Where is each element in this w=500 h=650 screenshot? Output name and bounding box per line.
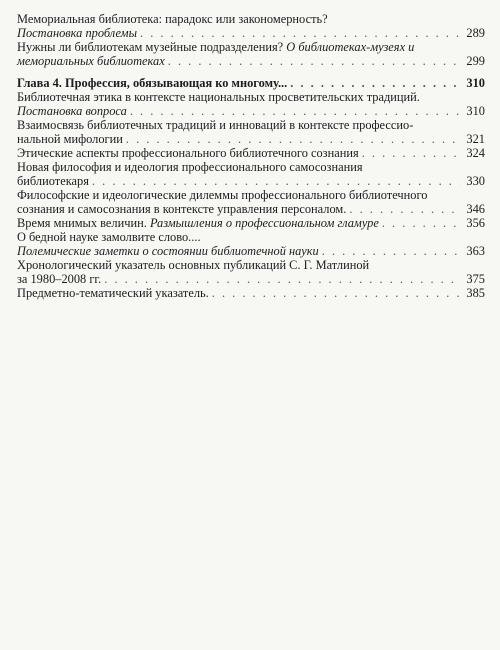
chapter-title: Глава 4. Профессия, обязывающая ко многому... — [17, 76, 288, 90]
dot-leader — [126, 132, 460, 146]
toc-entry — [17, 90, 485, 118]
dot-leader — [140, 26, 460, 40]
toc-entry-title: Новая философия и идеология профессионального самосознания — [17, 160, 363, 174]
toc-page-number: 356 — [466, 216, 485, 230]
toc-entry — [17, 216, 485, 230]
toc-entry — [17, 188, 485, 216]
toc-entry-title: Философские и идеологические дилеммы профессионального библиотечного — [17, 188, 428, 202]
toc-entry-title: Хронологический указатель основных публикаций С. Г. Матлиной — [17, 258, 370, 272]
toc-entry-title: Время мнимых величин. — [17, 216, 147, 230]
toc-entry-title: Библиотечная этика в контексте национальных просветительских традиций. — [17, 90, 420, 104]
toc-entry-title: Нужны ли библиотекам музейные подразделения? — [17, 40, 284, 54]
dot-leader — [104, 272, 460, 286]
toc-page-number: 346 — [466, 202, 485, 216]
toc-entry-subtitle-cont: мемориальных библиотеках — [17, 54, 165, 68]
toc-entry-title-cont: за 1980–2008 гг. — [17, 272, 102, 286]
toc-entry — [17, 146, 485, 160]
toc-page-number: 363 — [466, 244, 485, 258]
dot-leader — [382, 216, 460, 230]
table-of-contents — [17, 12, 485, 300]
toc-entry-title-cont: сознания и самосознания в контексте управления персоналом. — [17, 202, 347, 216]
toc-entry — [17, 40, 485, 68]
toc-page-number: 310 — [466, 104, 485, 118]
toc-entry-title: О бедной науке замолвите слово.... — [17, 230, 201, 244]
toc-entry-title: Взаимосвязь библиотечных традиций и инноваций в контексте профессио- — [17, 118, 414, 132]
dot-leader — [168, 54, 460, 68]
dot-leader — [349, 202, 460, 216]
toc-page-number: 385 — [466, 286, 485, 300]
toc-page-number: 324 — [466, 146, 485, 160]
toc-page-number: 375 — [466, 272, 485, 286]
dot-leader — [362, 146, 460, 160]
toc-entry-subtitle: Постановка вопроса — [17, 104, 127, 118]
toc-page-number: 330 — [466, 174, 485, 188]
dot-leader — [322, 244, 460, 258]
toc-entry — [17, 258, 485, 286]
toc-entry-title: Предметно-тематический указатель. — [17, 286, 209, 300]
toc-entry-title-cont: нальной мифологии — [17, 132, 123, 146]
toc-chapter — [17, 76, 485, 90]
dot-leader — [290, 76, 460, 90]
toc-entry-title-cont: библиотекаря — [17, 174, 89, 188]
dot-leader — [212, 286, 460, 300]
toc-page-number: 321 — [466, 132, 485, 146]
toc-entry-title: Этические аспекты профессионального библиотечного сознания — [17, 146, 359, 160]
toc-entry-subtitle: Постановка проблемы — [17, 26, 137, 40]
toc-entry — [17, 230, 485, 258]
toc-entry — [17, 286, 485, 300]
toc-entry — [17, 118, 485, 146]
toc-entry-title: Мемориальная библиотека: парадокс или закономерность? — [17, 12, 328, 26]
toc-entry-subtitle: Полемические заметки о состоянии библиотечной науки — [17, 244, 319, 258]
dot-leader — [130, 104, 460, 118]
toc-page-number: 299 — [466, 54, 485, 68]
toc-entry — [17, 12, 485, 40]
dot-leader — [92, 174, 460, 188]
toc-entry-subtitle: Размышления о профессиональном гламуре — [149, 216, 379, 230]
toc-page-number: 289 — [466, 26, 485, 40]
toc-entry-subtitle: О библиотеках-музеях и — [286, 40, 415, 54]
toc-entry — [17, 160, 485, 188]
toc-page-number: 310 — [466, 76, 485, 90]
